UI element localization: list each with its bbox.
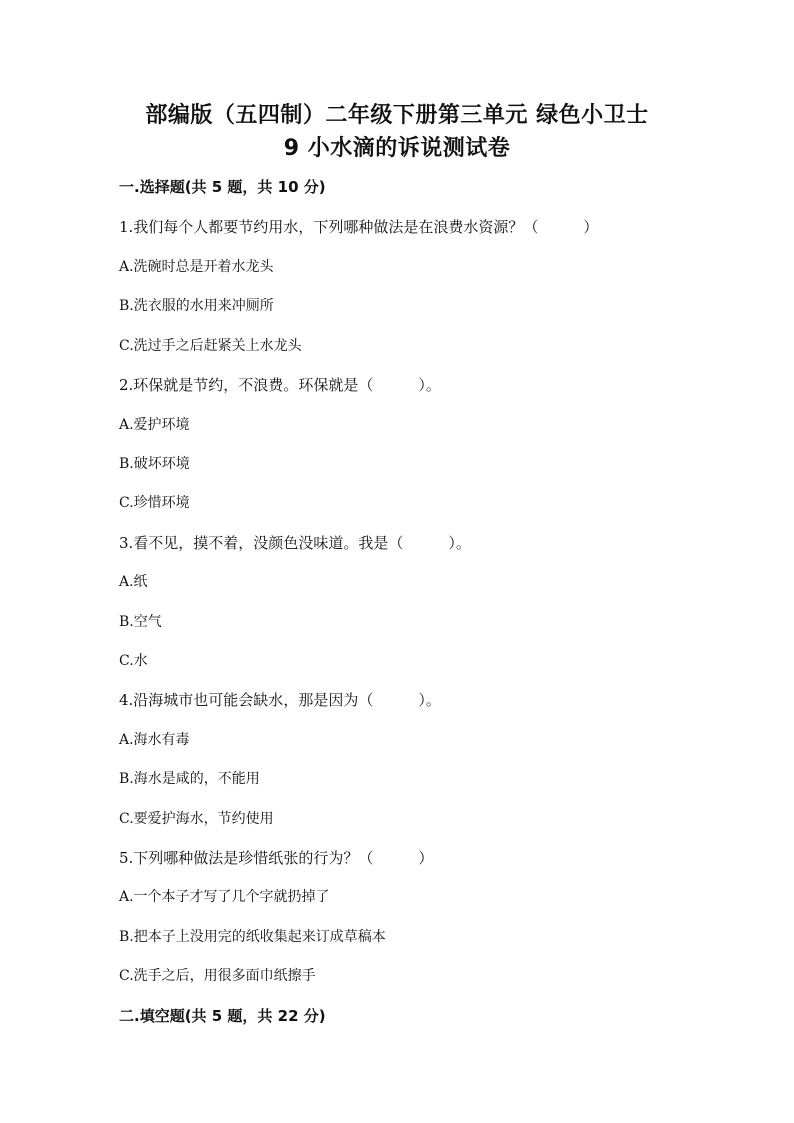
question-1: 1.我们每个人都要节约用水，下列哪种做法是在浪费水资源？（ ）	[119, 218, 599, 236]
question-1-option-b: B.洗衣服的水用来冲厕所	[119, 298, 274, 314]
question-3: 3.看不见，摸不着，没颜色没味道。我是（ ）。	[119, 534, 471, 552]
question-3-option-b: B.空气	[119, 614, 162, 630]
question-4-option-c: C.要爱护海水，节约使用	[119, 811, 274, 827]
question-4-option-b: B.海水是咸的，不能用	[119, 771, 260, 787]
question-4: 4.沿海城市也可能会缺水，那是因为（ ）。	[119, 691, 441, 709]
question-3-option-a: A.纸	[119, 574, 148, 590]
question-5-option-b: B.把本子上没用完的纸收集起来订成草稿本	[119, 929, 386, 945]
question-2-option-b: B.破坏环境	[119, 456, 190, 472]
question-2-option-a: A.爱护环境	[119, 417, 190, 433]
question-5: 5.下列哪种做法是珍惜纸张的行为？（ ）	[119, 849, 434, 867]
question-4-option-a: A.海水有毒	[119, 732, 190, 748]
question-5-option-a: A.一个本子才写了几个字就扔掉了	[119, 889, 330, 905]
section-heading-fill: 二.填空题(共 5 题，共 22 分)	[119, 1007, 326, 1025]
question-2: 2.环保就是节约，不浪费。环保就是（ ）。	[119, 376, 441, 394]
section-heading-choice: 一.选择题(共 5 题，共 10 分)	[119, 178, 326, 196]
question-1-option-a: A.洗碗时总是开着水龙头	[119, 259, 274, 275]
question-1-option-c: C.洗过手之后赶紧关上水龙头	[119, 338, 302, 354]
question-5-option-c: C.洗手之后，用很多面巾纸擦手	[119, 968, 316, 984]
question-2-option-c: C.珍惜环境	[119, 495, 190, 511]
page-title-line2: 9 小水滴的诉说测试卷	[283, 136, 511, 161]
question-3-option-c: C.水	[119, 653, 148, 669]
page-title-line1: 部编版（五四制）二年级下册第三单元 绿色小卫士	[145, 103, 649, 128]
